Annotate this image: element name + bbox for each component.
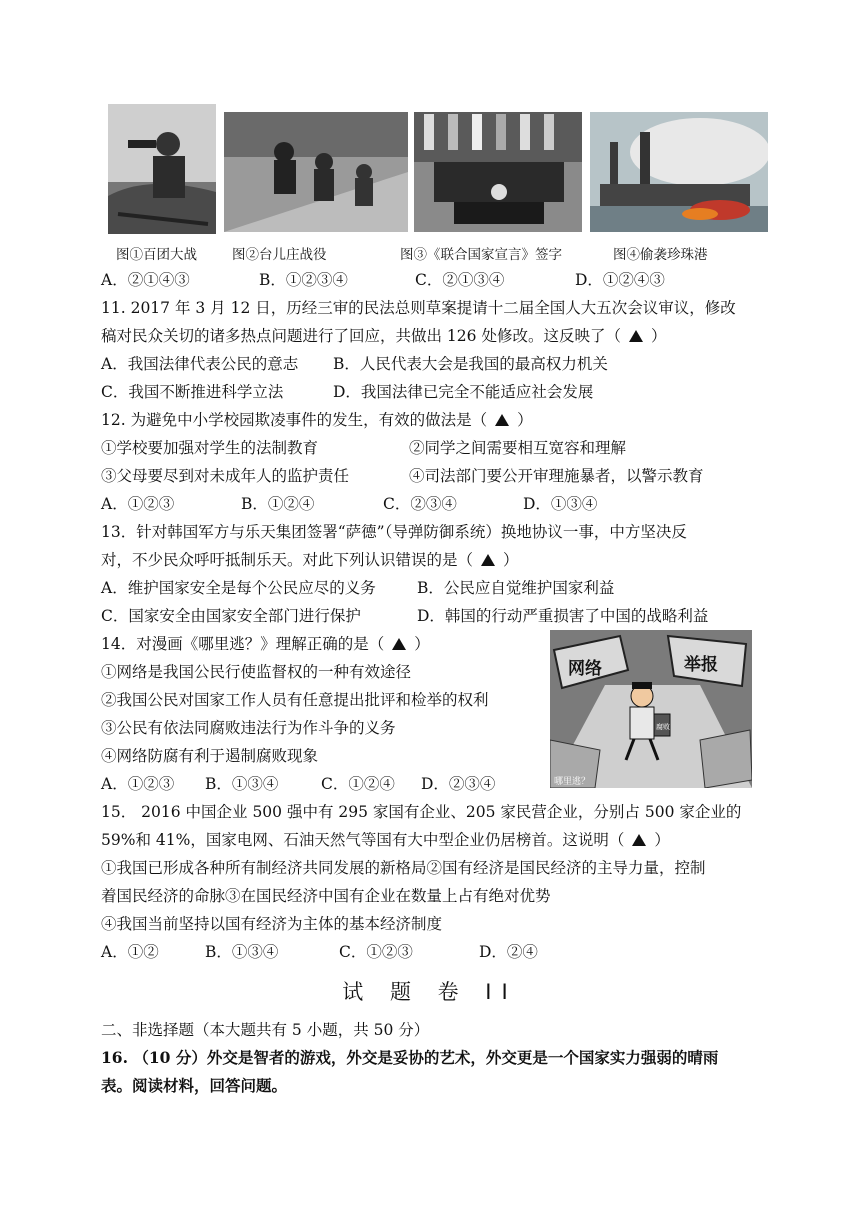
q13-stem-text: 对，不少民众呼吁抵制乐天。对此下列认识错误的是（	[101, 551, 474, 569]
triangle-marker-icon	[392, 638, 406, 650]
q14-statement-3: ③公民有依法同腐败违法行为作斗争的义务	[101, 719, 396, 737]
q13-stem-close: ）	[503, 551, 519, 569]
q15-statements-line3: ④我国当前坚持以国有经济为主体的基本经济制度	[101, 915, 443, 933]
q12-statement-3: ③父母要尽到对未成年人的监护责任	[101, 467, 350, 485]
q10-option-a[interactable]: A．②①④③	[101, 271, 190, 289]
photo-taierzhuang	[224, 112, 408, 232]
caption-image-2: 图②台儿庄战役	[232, 247, 327, 263]
q11-option-d[interactable]: D．我国法律已完全不能适应社会发展	[333, 383, 594, 401]
triangle-marker-icon	[495, 414, 509, 426]
q14-option-b[interactable]: B．①③④	[205, 775, 279, 793]
photo-un-declaration-signing	[414, 112, 582, 232]
section-title: 试 题 卷 II	[342, 980, 518, 1004]
q13-option-b[interactable]: B．公民应自觉维护国家利益	[417, 579, 615, 597]
q12-option-a[interactable]: A．①②③	[101, 495, 175, 513]
q15-statements-line1: ①我国已形成各种所有制经济共同发展的新格局②国有经济是国民经济的主导力量，控制	[101, 859, 706, 877]
q12-stem-close: ）	[517, 411, 533, 429]
q15-stem-close: ）	[654, 831, 670, 849]
q12-statement-4: ④司法部门要公开审理施暴者，以警示教育	[409, 467, 704, 485]
q13-stem-line1: 13．针对韩国军方与乐天集团签署“萨德”（导弹防御系统）换地协议一事，中方坚决反	[101, 523, 687, 541]
q11-option-a[interactable]: A．我国法律代表公民的意志	[101, 355, 299, 373]
q15-option-a[interactable]: A．①②	[101, 943, 159, 961]
triangle-marker-icon	[481, 554, 495, 566]
q12-statement-1: ①学校要加强对学生的法制教育	[101, 439, 319, 457]
cartoon-caption: 哪里逃？	[554, 777, 591, 787]
q15-option-d[interactable]: D．②④	[479, 943, 538, 961]
q11-stem-close: ）	[650, 327, 667, 345]
q13-option-a[interactable]: A．维护国家安全是每个公民应尽的义务	[101, 579, 376, 597]
q10-option-d[interactable]: D．①②④③	[575, 271, 665, 289]
triangle-marker-icon	[629, 330, 643, 342]
q14-stem-text: 14．对漫画《哪里逃？》理解正确的是（	[101, 635, 385, 653]
q14-statement-2: ②我国公民对国家工作人员有任意提出批评和检举的权利	[101, 691, 489, 709]
triangle-marker-icon	[632, 834, 646, 846]
caption-image-3: 图③《联合国家宣言》签字	[400, 247, 562, 263]
cartoon-where-to-run	[550, 630, 752, 788]
caption-image-1: 图①百团大战	[116, 247, 197, 263]
q11-stem-text: 稿对民众关切的诸多热点问题进行了回应，共做出 126 处修改。这反映了（	[101, 327, 621, 345]
q12-option-c[interactable]: C．②③④	[383, 495, 457, 513]
q14-option-d[interactable]: D．②③④	[421, 775, 496, 793]
figure-tag-label: 腐败	[656, 723, 670, 731]
q15-option-b[interactable]: B．①③④	[205, 943, 279, 961]
q12-statement-2: ②同学之间需要相互宽容和理解	[409, 439, 627, 457]
q15-stem-line1: 15． 2016 中国企业 500 强中有 295 家国有企业、205 家民营企业，分别占 500 家企业的	[101, 803, 742, 821]
q14-option-c[interactable]: C．①②④	[321, 775, 395, 793]
q11-option-c[interactable]: C．我国不断推进科学立法	[101, 383, 284, 401]
photo-pearl-harbor	[590, 112, 768, 232]
q14-stem	[101, 634, 430, 654]
q11-stem-line1: 11. 2017 年 3 月 12 日，历经三审的民法总则草案提请十二届全国人大五次会议审议，修改	[101, 299, 736, 317]
q12-stem-text: 12. 为避免中小学校园欺凌事件的发生，有效的做法是（	[101, 411, 488, 429]
q10-option-c[interactable]: C．②①③④	[415, 271, 505, 289]
q15-statements-line2: 着国民经济的命脉③在国民经济中国有企业在数量上占有绝对优势	[101, 887, 551, 905]
q12-option-b[interactable]: B．①②④	[241, 495, 315, 513]
q15-option-c[interactable]: C．①②③	[339, 943, 413, 961]
q14-statement-4: ④网络防腐有利于遏制腐败现象	[101, 747, 319, 765]
caption-image-4: 图④偷袭珍珠港	[613, 247, 708, 263]
q13-stem-line2	[101, 550, 519, 570]
q13-option-c[interactable]: C．国家安全由国家安全部门进行保护	[101, 607, 361, 625]
q16-stem-line1: 16. （10 分）外交是智者的游戏，外交是妥协的艺术，外交更是一个国家实力强弱的晴雨	[101, 1048, 719, 1067]
left-sign-label: 网络	[568, 659, 602, 679]
q14-statement-1: ①网络是我国公民行使监督权的一种有效途径	[101, 663, 412, 681]
right-sign-label: 举报	[684, 655, 718, 675]
q10-option-b[interactable]: B．①②③④	[259, 271, 348, 289]
q12-stem	[101, 410, 533, 430]
q16-stem-line2: 表。阅读材料，回答问题。	[101, 1076, 288, 1095]
q15-stem-line2	[101, 830, 670, 850]
q14-stem-close: ）	[414, 635, 430, 653]
q12-option-d[interactable]: D．①③④	[523, 495, 598, 513]
q13-option-d[interactable]: D．韩国的行动严重损害了中国的战略利益	[417, 607, 709, 625]
q15-stem-text: 59%和 41%，国家电网、石油天然气等国有大中型企业仍居榜首。这说明（	[101, 831, 625, 849]
part2-heading: 二、非选择题（本大题共有 5 小题，共 50 分）	[101, 1021, 430, 1039]
q11-option-b[interactable]: B．人民代表大会是我国的最高权力机关	[333, 355, 608, 373]
q11-stem-line2	[101, 326, 666, 346]
q14-option-a[interactable]: A．①②③	[101, 775, 175, 793]
photo-hundred-regiments	[108, 104, 216, 234]
